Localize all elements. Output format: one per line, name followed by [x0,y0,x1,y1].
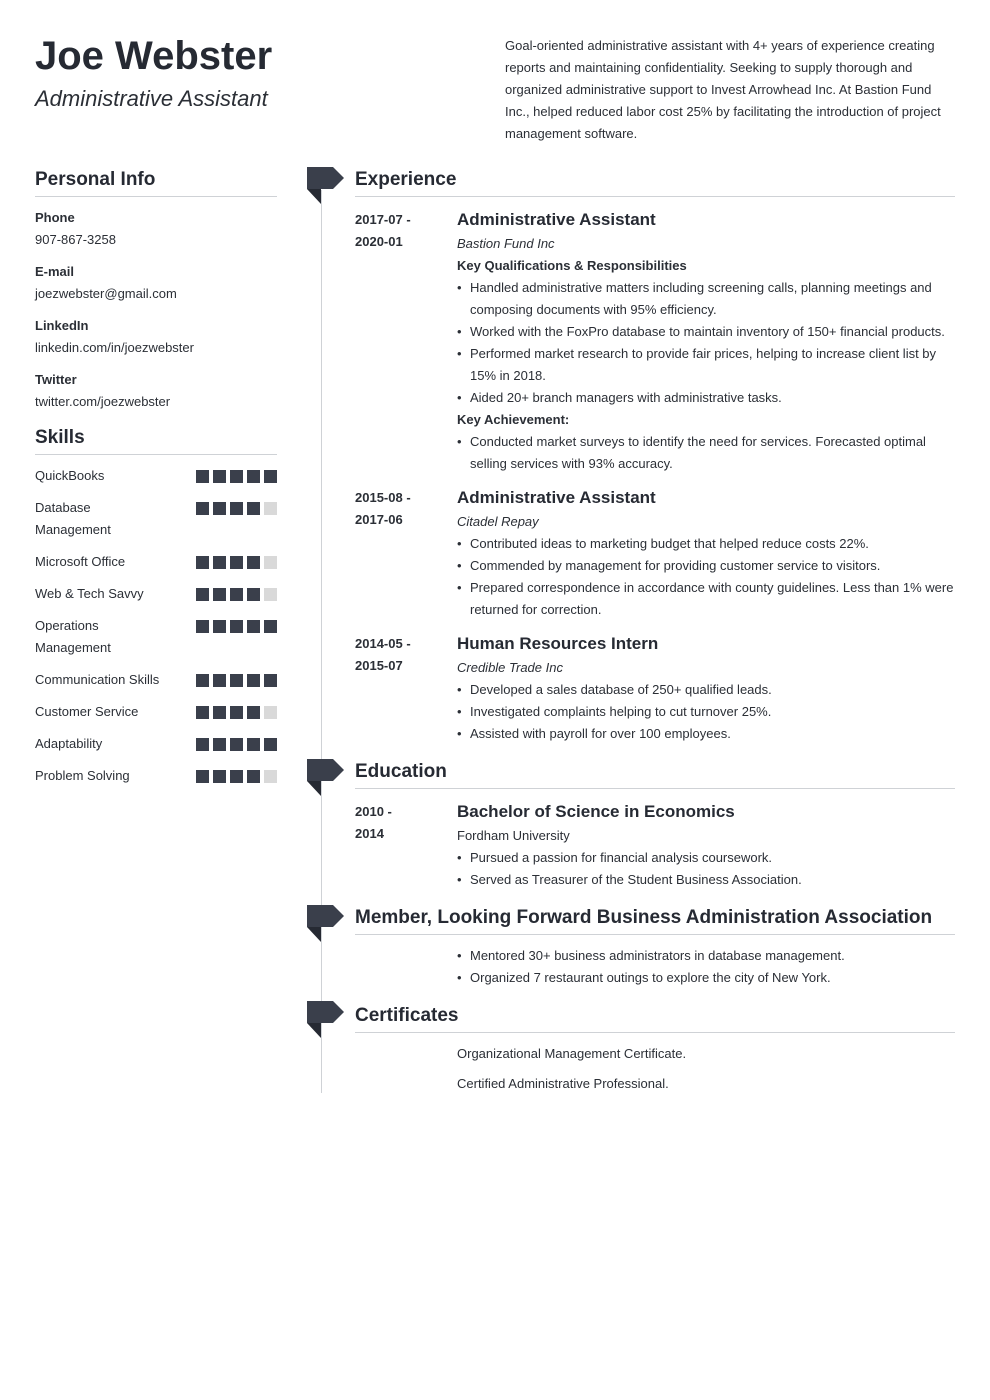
skill-name: Web & Tech Savvy [35,586,144,601]
date-start: 2010 - [355,804,392,819]
email-label: E-mail [35,264,75,279]
education-bullets [457,847,955,891]
skill-row [35,765,277,787]
list-item: • Prepared correspondence in accordance with county guidelines. Less than 1% were returned for correction. [457,577,955,621]
date-end: 2017-06 [355,512,403,527]
entry-body [457,801,955,891]
left-column [35,167,277,797]
skill-name: QuickBooks [35,468,105,483]
company-name: Bastion Fund Inc [457,236,555,251]
skill-dot-filled [230,738,243,751]
list-item: • Developed a sales database of 250+ qualified leads. [457,679,955,701]
skill-dot-filled [230,620,243,633]
membership-section [355,905,955,989]
linkedin-value: linkedin.com/in/joezwebster [35,340,194,355]
skill-dot-filled [196,556,209,569]
skill-dot-filled [196,620,209,633]
skill-dot-filled [213,770,226,783]
education-entry [355,801,955,891]
right-column [355,167,955,1109]
responsibilities-heading: Key Qualifications & Responsibilities [457,258,687,273]
experience-section [355,167,955,745]
skill-dot-empty [264,706,277,719]
skill-dot-filled [196,738,209,751]
skill-dot-filled [230,770,243,783]
list-item: • Contributed ideas to marketing budget that helped reduce costs 22%. [457,533,955,555]
skill-dot-empty [264,556,277,569]
skill-row [35,551,277,573]
skill-row [35,465,277,487]
skill-dot-filled [247,502,260,515]
skill-dot-filled [196,502,209,515]
date-start: 2015-08 - [355,490,411,505]
experience-entry [355,209,955,475]
entry-date [355,209,457,475]
skill-name: Microsoft Office [35,554,126,569]
skill-dot-filled [213,620,226,633]
responsibilities-list [457,679,955,745]
twitter-label: Twitter [35,372,77,387]
experience-entry [355,633,955,745]
job-title: Human Resources Intern [457,634,659,653]
resume-name: Joe Webster [35,34,273,78]
responsibilities-list [457,277,955,409]
skill-dot-filled [264,470,277,483]
skill-name: Communication Skills [35,672,160,687]
date-end: 2020-01 [355,234,403,249]
list-item: • Aided 20+ branch managers with administrative tasks. [457,387,955,409]
skill-row [35,497,277,541]
skill-dot-filled [264,674,277,687]
skill-rating [196,470,277,483]
section-flag-icon [307,1001,344,1039]
skill-row [35,615,277,659]
skill-dot-filled [230,470,243,483]
job-title: Administrative Assistant [457,488,656,507]
certificates-section [355,1003,955,1095]
skill-row [35,701,277,723]
skill-dot-filled [247,588,260,601]
skill-dot-filled [247,556,260,569]
phone-label: Phone [35,210,75,225]
entry-body [457,633,955,745]
skill-rating [196,738,277,751]
twitter-value: twitter.com/joezwebster [35,394,171,409]
list-item: • Commended by management for providing customer service to visitors. [457,555,955,577]
skill-dot-filled [213,556,226,569]
entry-date [355,801,457,891]
email-field [35,261,277,305]
skill-rating [196,620,277,633]
skill-row [35,733,277,755]
skill-dot-filled [213,706,226,719]
skill-dot-filled [230,674,243,687]
list-item: • Pursued a passion for financial analysis coursework. [457,847,955,869]
phone-field [35,207,277,251]
list-item: • Investigated complaints helping to cut turnover 25%. [457,701,955,723]
section-flag-icon [307,905,344,943]
list-item: • Assisted with payroll for over 100 employees. [457,723,955,745]
list-item: • Served as Treasurer of the Student Business Association. [457,869,955,891]
entry-body [457,209,955,475]
company-name: Citadel Repay [457,514,539,529]
skill-rating [196,556,277,569]
skill-dot-filled [230,706,243,719]
skill-dot-filled [230,588,243,601]
resume-summary: Goal-oriented administrative assistant with 4+ years of experience creating reports and maintaining confidentiality. Seeking to supply thorough and organized administrative support to Invest Arrowhead Inc. At Bastion Fund Inc., helped reduced labor cost 25% by facilitating the introduction of project management software. [505,38,941,141]
skills-list [35,465,277,787]
skill-dot-filled [247,674,260,687]
entry-date [355,633,457,745]
skill-dot-filled [213,674,226,687]
school-name: Fordham University [457,828,570,843]
certificates-heading: Certificates [355,1003,955,1033]
entry-body [457,487,955,621]
list-item: • Performed market research to provide fair prices, helping to increase client list by 15% in 2018. [457,343,955,387]
skill-name: Adaptability [35,736,103,751]
skill-dot-filled [247,706,260,719]
skill-dot-filled [247,620,260,633]
skill-dot-empty [264,502,277,515]
skill-row [35,669,277,691]
skill-name: Database Management [35,500,111,537]
skill-row [35,583,277,605]
company-name: Credible Trade Inc [457,660,563,675]
degree-title: Bachelor of Science in Economics [457,802,735,821]
twitter-field [35,369,277,413]
skill-rating [196,770,277,783]
skill-dot-filled [213,470,226,483]
skill-rating [196,706,277,719]
list-item: • Conducted market surveys to identify the need for services. Forecasted optimal selling services with 93% accuracy. [457,431,955,475]
skill-dot-filled [196,706,209,719]
achievements-list [457,431,955,475]
experience-heading: Experience [355,167,955,197]
skill-dot-filled [213,502,226,515]
skill-rating [196,674,277,687]
skill-name: Customer Service [35,704,139,719]
skills-heading: Skills [35,425,277,455]
skill-dot-empty [264,588,277,601]
membership-heading: Member, Looking Forward Business Administration Association [355,905,955,935]
skill-dot-filled [213,738,226,751]
certificate-item: Certified Administrative Professional. [457,1076,669,1091]
certificates-list [457,1043,955,1095]
membership-bullets [457,945,955,989]
email-value: joezwebster@gmail.com [35,286,177,301]
list-item: • Handled administrative matters including screening calls, planning meetings and composing documents with 95% efficiency. [457,277,955,321]
skill-dot-filled [247,470,260,483]
timeline-line [321,190,322,1093]
skill-dot-filled [196,588,209,601]
skill-dot-filled [247,770,260,783]
skill-dot-filled [230,556,243,569]
achievement-heading: Key Achievement: [457,412,570,427]
skill-dot-filled [196,674,209,687]
phone-value: 907-867-3258 [35,232,116,247]
section-flag-icon [307,167,344,205]
job-title: Administrative Assistant [457,210,656,229]
skill-dot-filled [264,738,277,751]
certificate-item: Organizational Management Certificate. [457,1046,687,1061]
entry-date [355,487,457,621]
date-end: 2014 [355,826,384,841]
skill-dot-filled [247,738,260,751]
skill-rating [196,588,277,601]
list-item: • Worked with the FoxPro database to maintain inventory of 150+ financial products. [457,321,955,343]
personal-info-heading: Personal Info [35,167,277,197]
list-item: • Mentored 30+ business administrators in database management. [457,945,955,967]
date-start: 2017-07 - [355,212,411,227]
linkedin-field [35,315,277,359]
skill-dot-filled [264,620,277,633]
skill-dot-filled [213,588,226,601]
list-item: • Organized 7 restaurant outings to explore the city of New York. [457,967,955,989]
skill-name: Operations Management [35,618,111,655]
section-flag-icon [307,759,344,797]
skill-dot-filled [196,770,209,783]
skill-rating [196,502,277,515]
skill-dot-empty [264,770,277,783]
skill-dot-filled [196,470,209,483]
date-start: 2014-05 - [355,636,411,651]
skill-name: Problem Solving [35,768,130,783]
skill-dot-filled [230,502,243,515]
education-section [355,759,955,891]
resume-job-title: Administrative Assistant [35,86,268,111]
education-heading: Education [355,759,955,789]
responsibilities-list [457,533,955,621]
experience-entry [355,487,955,621]
linkedin-label: LinkedIn [35,318,89,333]
date-end: 2015-07 [355,658,403,673]
